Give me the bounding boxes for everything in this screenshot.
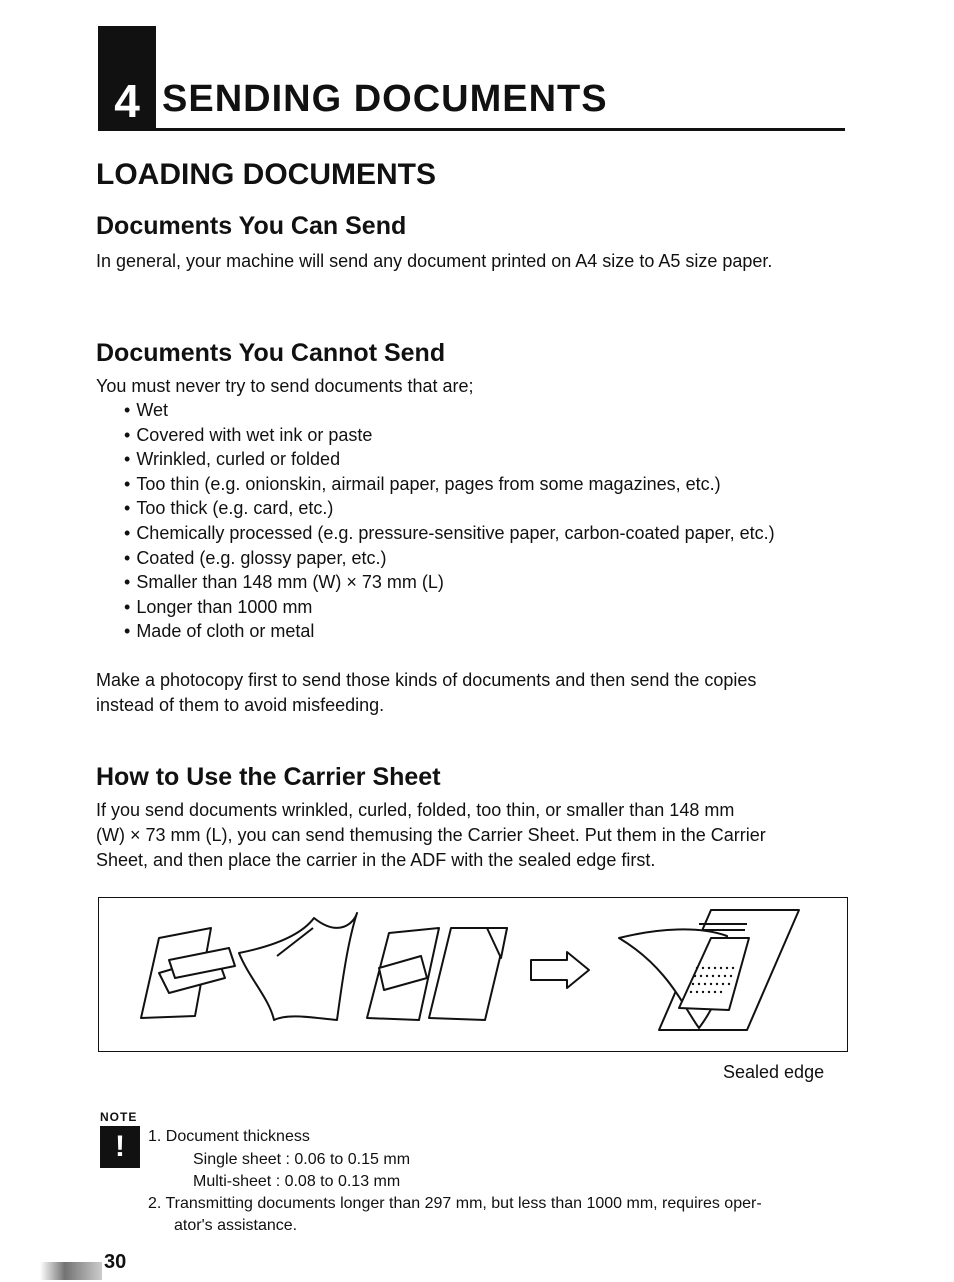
list-item: • Longer than 1000 mm [124, 595, 775, 620]
note-item-1-line-2: Multi-sheet : 0.08 to 0.13 mm [193, 1173, 401, 1190]
carrier-text-3: Sheet, and then place the carrier in the ADF with the sealed edge first. [96, 850, 656, 870]
cannot-send-heading: Documents You Cannot Send [96, 339, 446, 367]
section-title: LOADING DOCUMENTS [96, 158, 436, 191]
cannot-send-outro-2: instead of them to avoid misfeeding. [96, 695, 385, 715]
carrier-text-2: (W) × 73 mm (L), you can send themusing the Carrier Sheet. Put them in the Carrier [96, 825, 766, 845]
note-item-2-line-2: ator's assistance. [174, 1217, 298, 1234]
cannot-send-list [124, 398, 775, 644]
exclamation-icon: ! [100, 1126, 140, 1168]
note-item-1-title: 1. Document thickness [148, 1128, 310, 1145]
chapter-number-box [98, 26, 156, 128]
carrier-heading: How to Use the Carrier Sheet [96, 763, 441, 791]
chapter-title: SENDING DOCUMENTS [162, 78, 608, 120]
list-item: • Made of cloth or metal [124, 619, 775, 644]
note-label: NOTE [100, 1110, 138, 1124]
list-item: • Smaller than 148 mm (W) × 73 mm (L) [124, 570, 775, 595]
figure-caption: Sealed edge [723, 1062, 825, 1082]
page-corner-smudge [40, 1262, 102, 1280]
arrow-right-icon [531, 952, 589, 988]
chapter-rule [98, 128, 845, 131]
can-send-heading: Documents You Can Send [96, 212, 407, 240]
curled-sheet-icon [239, 913, 357, 1020]
carrier-text-1: If you send documents wrinkled, curled, folded, too thin, or smaller than 148 mm [96, 800, 735, 820]
list-item: • Too thin (e.g. onionskin, airmail paper, pages from some magazines, etc.) [124, 472, 775, 497]
chapter-number: 4 [114, 75, 140, 127]
note-item-2-line-1: 2. Transmitting documents longer than 297 mm, but less than 1000 mm, requires oper- [148, 1195, 762, 1212]
list-item: • Covered with wet ink or paste [124, 423, 775, 448]
list-item: • Too thick (e.g. card, etc.) [124, 496, 775, 521]
can-send-text: In general, your machine will send any document printed on A4 size to A5 size paper. [96, 251, 773, 271]
carrier-sheet-drawing [99, 898, 846, 1050]
list-item: • Wrinkled, curled or folded [124, 447, 775, 472]
carrier-sheet-illustration [98, 897, 848, 1052]
cannot-send-intro: You must never try to send documents that are; [96, 376, 474, 396]
list-item: • Wet [124, 398, 775, 423]
list-item: • Coated (e.g. glossy paper, etc.) [124, 546, 775, 571]
cannot-send-outro-1: Make a photocopy first to send those kinds of documents and then send the copies [96, 670, 757, 690]
page-number: 30 [104, 1251, 127, 1273]
note-item-1-line-1: Single sheet : 0.06 to 0.15 mm [193, 1151, 411, 1168]
list-item: • Chemically processed (e.g. pressure-sensitive paper, carbon-coated paper, etc.) [124, 521, 775, 546]
